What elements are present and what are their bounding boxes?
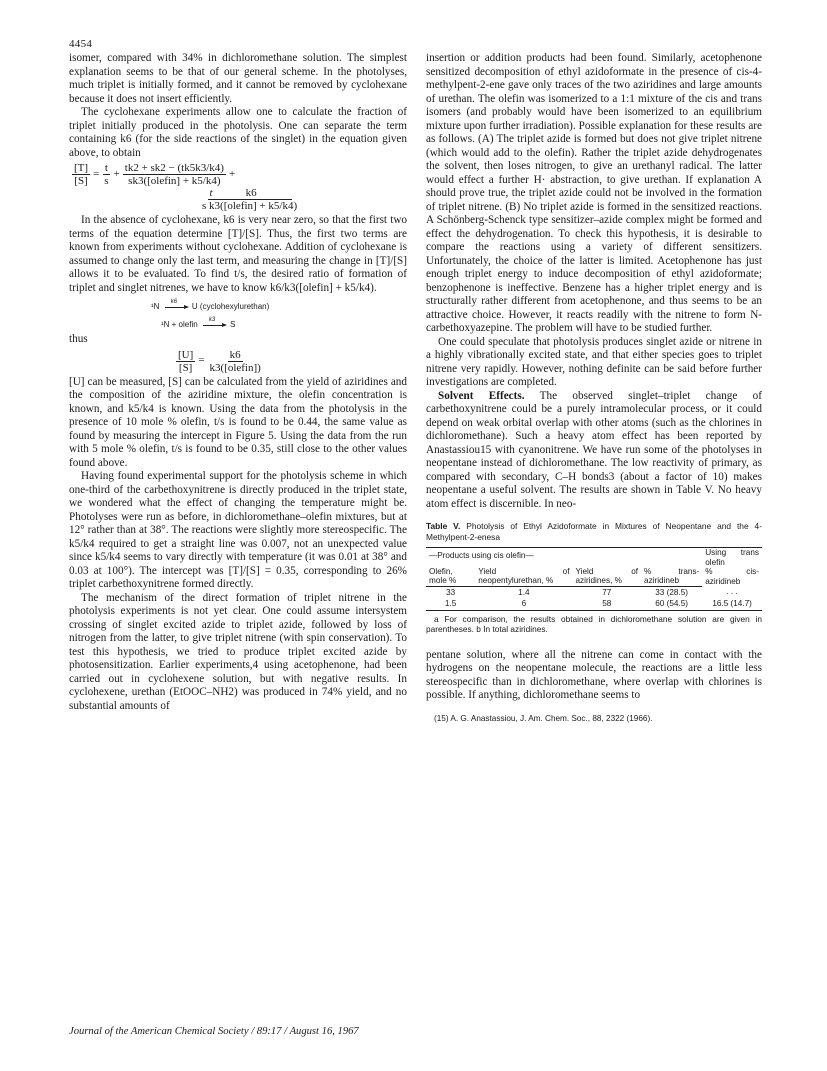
equation-urethan-ratio: $\frac{[U]}{[S]}$ = $\frac{k6}{\text{k3([olefin])}}$ bbox=[178, 348, 261, 374]
paragraph: Solvent Effects. The observed singlet–triplet change of carbethoxynitrene could be a purely intramolecular process, or it could depend on weak orbital overlap with other atoms (such as the chlorines in dichloromethane). Such a heavy atom effect has been reported by Anastassiou15 with cyanonitrene. We have run some of the photolyses in neopentane instead of dichloromethane. The low reactivity of primary, as compared with secondary, C–H bonds3 (about a factor of 10) makes neopentane a useful solvent. The results are shown in Table V. No heavy atom effect is discernible. In neo- bbox=[426, 389, 762, 510]
section-heading: Solvent Effects. bbox=[438, 389, 525, 402]
fraction: $\frac{[T]}{[S]}$ bbox=[74, 162, 89, 187]
paragraph: One could speculate that photolysis produces singlet azide or nitrene in a highly vibrationally excited state, and that either species goes to triplet nitrene very rapidly. However, nothing definite can be said before further investigations are completed. bbox=[426, 335, 762, 388]
fraction: $\frac{t}{s}$ bbox=[104, 162, 109, 187]
reaction-arrow: k6 bbox=[165, 305, 187, 308]
paragraph: [U] can be measured, [S] can be calculated from the yield of aziridines and the composition of the aziridine mixture, the olefin concentration is known, and k5/k4 is known. Using the data from the photolysis in the presence of 10 mole % olefin, t/s is found to be 0.44, the same value as found by measuring the intercept in Figure 5. Using the data from the run with 5 mole % olefin, t/s is found to be 0.35, still close to the other values found above. bbox=[69, 375, 407, 469]
table-cell: 1.5 bbox=[426, 598, 475, 610]
table-cell: 33 bbox=[446, 587, 456, 597]
page-number: 4454 bbox=[69, 38, 93, 50]
table-cell: 60 (54.5) bbox=[641, 598, 702, 610]
reaction-arrow: k3 bbox=[203, 323, 225, 326]
table-cell: 77 bbox=[602, 587, 612, 597]
reaction-scheme: ¹N k6 U (cyclohexylurethan) ¹N + olefin k3 S bbox=[151, 299, 270, 329]
table-row bbox=[426, 586, 762, 598]
paragraph: Having found experimental support for the photolysis scheme in which one-third of the carbethoxynitrene is directly produced in the triplet state, we wondered what the effect of changing the temperature might be. Photolyses were run as before, in dichloromethane–olefin mixtures, but at 12° rather than at 38°. The reactions were slightly more stereospecific. The k5/k4 required to get a straight line was 0.007, not an unexpected value since k5/k4 seems to vary directly with temperature (it was 0.01 at 38° and 0.03 at 100°). The intercept was [T]/[S] = 0.35, corresponding to 26% triplet carbethoxynitrene formed directly. bbox=[69, 470, 407, 590]
journal-footer: Journal of the American Chemical Society / 89:17 / August 16, 1967 bbox=[69, 1026, 359, 1037]
paragraph: pentane solution, where all the nitrene can come in contact with the hydrogens on the neopentane molecule, the reactions are a little less stereospecific than in dichloromethane, where overlap with chlorines is possible. If anything, dichloromethane seems to bbox=[426, 648, 762, 701]
table-cell: 1.4 bbox=[518, 587, 530, 597]
data-table bbox=[426, 547, 762, 611]
left-column bbox=[69, 52, 407, 713]
column-header: Olefin, mole % bbox=[426, 561, 475, 586]
paragraph: thus bbox=[69, 333, 88, 345]
table-cell: 16.5 (14.7) bbox=[702, 598, 762, 610]
column-header: % trans-aziridineb bbox=[641, 561, 702, 586]
right-column bbox=[426, 52, 762, 724]
paragraph: In the absence of cyclohexane, k6 is very near zero, so that the first two terms of the equation determine [T]/[S]. Thus, the first two terms are known from experiments without cyclohexane. Addition of cyclohexane is assumed to change only the last term, and measuring the change in [T]/[S] allows it to be evaluated. To find t/s, the desired ratio of formation of triplet and singlet nitrenes, we have to know k6/k3([olefin] + k5/k4). bbox=[69, 214, 407, 294]
paragraph: The cyclohexane experiments allow one to calculate the fraction of triplet initially produced in the photolysis. One can separate the term containing k6 (for the side reactions of the singlet) in the equation given above, to obtain bbox=[69, 106, 407, 159]
fraction: $\frac{tk2 + sk2 - (tk5k3/k4)}{\text{sk3([olefin] + k5/k4)}}$ bbox=[124, 162, 224, 187]
table-footnote: a For comparison, the results obtained in dichloromethane solution are given in parentheses. b In total aziridines. bbox=[426, 613, 762, 634]
table-cell: 33 (28.5) bbox=[655, 587, 689, 597]
column-group-header: —Products using cis olefin— bbox=[426, 548, 702, 561]
table-cell: 58 bbox=[572, 598, 641, 610]
equation-triplet-singlet-ratio: $\frac{[T]}{[S]}$ = $\frac{t}{s}$ + $\frac{tk2 + sk2 - (tk5k3/k4)}{\text{sk3([olefin] + k5/k4)}}$ + $\frac{\text{t k6}}{\text{s k3([olefin] + k5/k4)}}$ bbox=[74, 162, 298, 212]
table-caption: Table V. Photolysis of Ethyl Azidoformate in Mixtures of Neopentane and the 4-Methylpent-2-enesa bbox=[426, 521, 762, 542]
reference: (15) A. G. Anastassiou, J. Am. Chem. Soc., 88, 2322 (1966). bbox=[434, 713, 653, 723]
fraction: $\frac{[U]}{[S]}$ bbox=[178, 348, 194, 374]
column-header: Using trans olefin % cis-aziridineb bbox=[702, 548, 762, 587]
paragraph: The mechanism of the direct formation of triplet nitrene in the photolysis experiments is not yet clear. One could assume intersystem crossing of singlet excited azide to triplet azide, followed by loss of nitrogen from the latter, to give triplet nitrene (with spin conservation). To test this hypothesis, we tried to produce triplet excited azide by photosensitization. Earlier experiments,4 using acetophenone, had been carried out in cyclohexene solution, but with negative results. In cyclohexene, urethan (EtOOC–NH2) was produced in 74% yield, and no substantial amounts of bbox=[69, 591, 407, 712]
column-header: Yield of aziridines, % bbox=[572, 561, 641, 586]
fraction: $\frac{\text{t k6}}{\text{s k3([olefin] + k5/k4)}}$ bbox=[202, 187, 298, 212]
table-row bbox=[426, 598, 762, 610]
paragraph: insertion or addition products had been found. Similarly, acetophenone sensitized decomposition of ethyl azidoformate in the presence of cis-4-methylpent-2-ene gave only traces of the two aziridines and large amounts of urethan. The olefin was isomerized to a 1:1 mixture of the cis and trans isomers (and probably would have been isomerized to an equilibrium mixture upon further irradiation). Possible explanation for these results are as follows. (A) The triplet azide is formed but does not give triplet nitrene (which would add to the olefin). Rather the triplet azide dehydrogenates the solvent, then loses nitrogen, to give an urethanyl radical. The latter would effect a further H· abstraction, to give urethan. If explanation A should prove true, the triplet azide could not be involved in the formation of triplet nitrene. (B) No triplet azide is formed in the sensitized reactions. A Schönberg-Schenck type sensitizer–azide complex might be formed and effect the dehydrogenation. To check this hypothesis, it is desirable to compare the reactions using a variety of different sensitizers. Unfortunately, the choice of the latter is limited. Acetophenone has just enough triplet energy to induce decomposition of ethyl azidoformate; benzophenone is ineffective. Benzene has a higher triplet energy and is structurally rather different from acetophenone, and thus seems to be an attractive choice. However, it reacts readily with the nitrene to form N-carbethoxyazepine. The problem will have to be studied further. bbox=[426, 52, 762, 334]
paragraph: isomer, compared with 34% in dichloromethane solution. The simplest explanation seems to be that of our general scheme. In the photolyses, much triplet is initially formed, and it cannot be removed by cyclohexane because it does not insert efficiently. bbox=[69, 52, 407, 105]
table-cell: 6 bbox=[475, 598, 572, 610]
table-cell: . . . bbox=[726, 587, 738, 597]
fraction: $\frac{k6}{\text{k3([olefin])}}$ bbox=[209, 348, 261, 374]
column-header: Yield of neopentylurethan, % bbox=[475, 561, 572, 586]
